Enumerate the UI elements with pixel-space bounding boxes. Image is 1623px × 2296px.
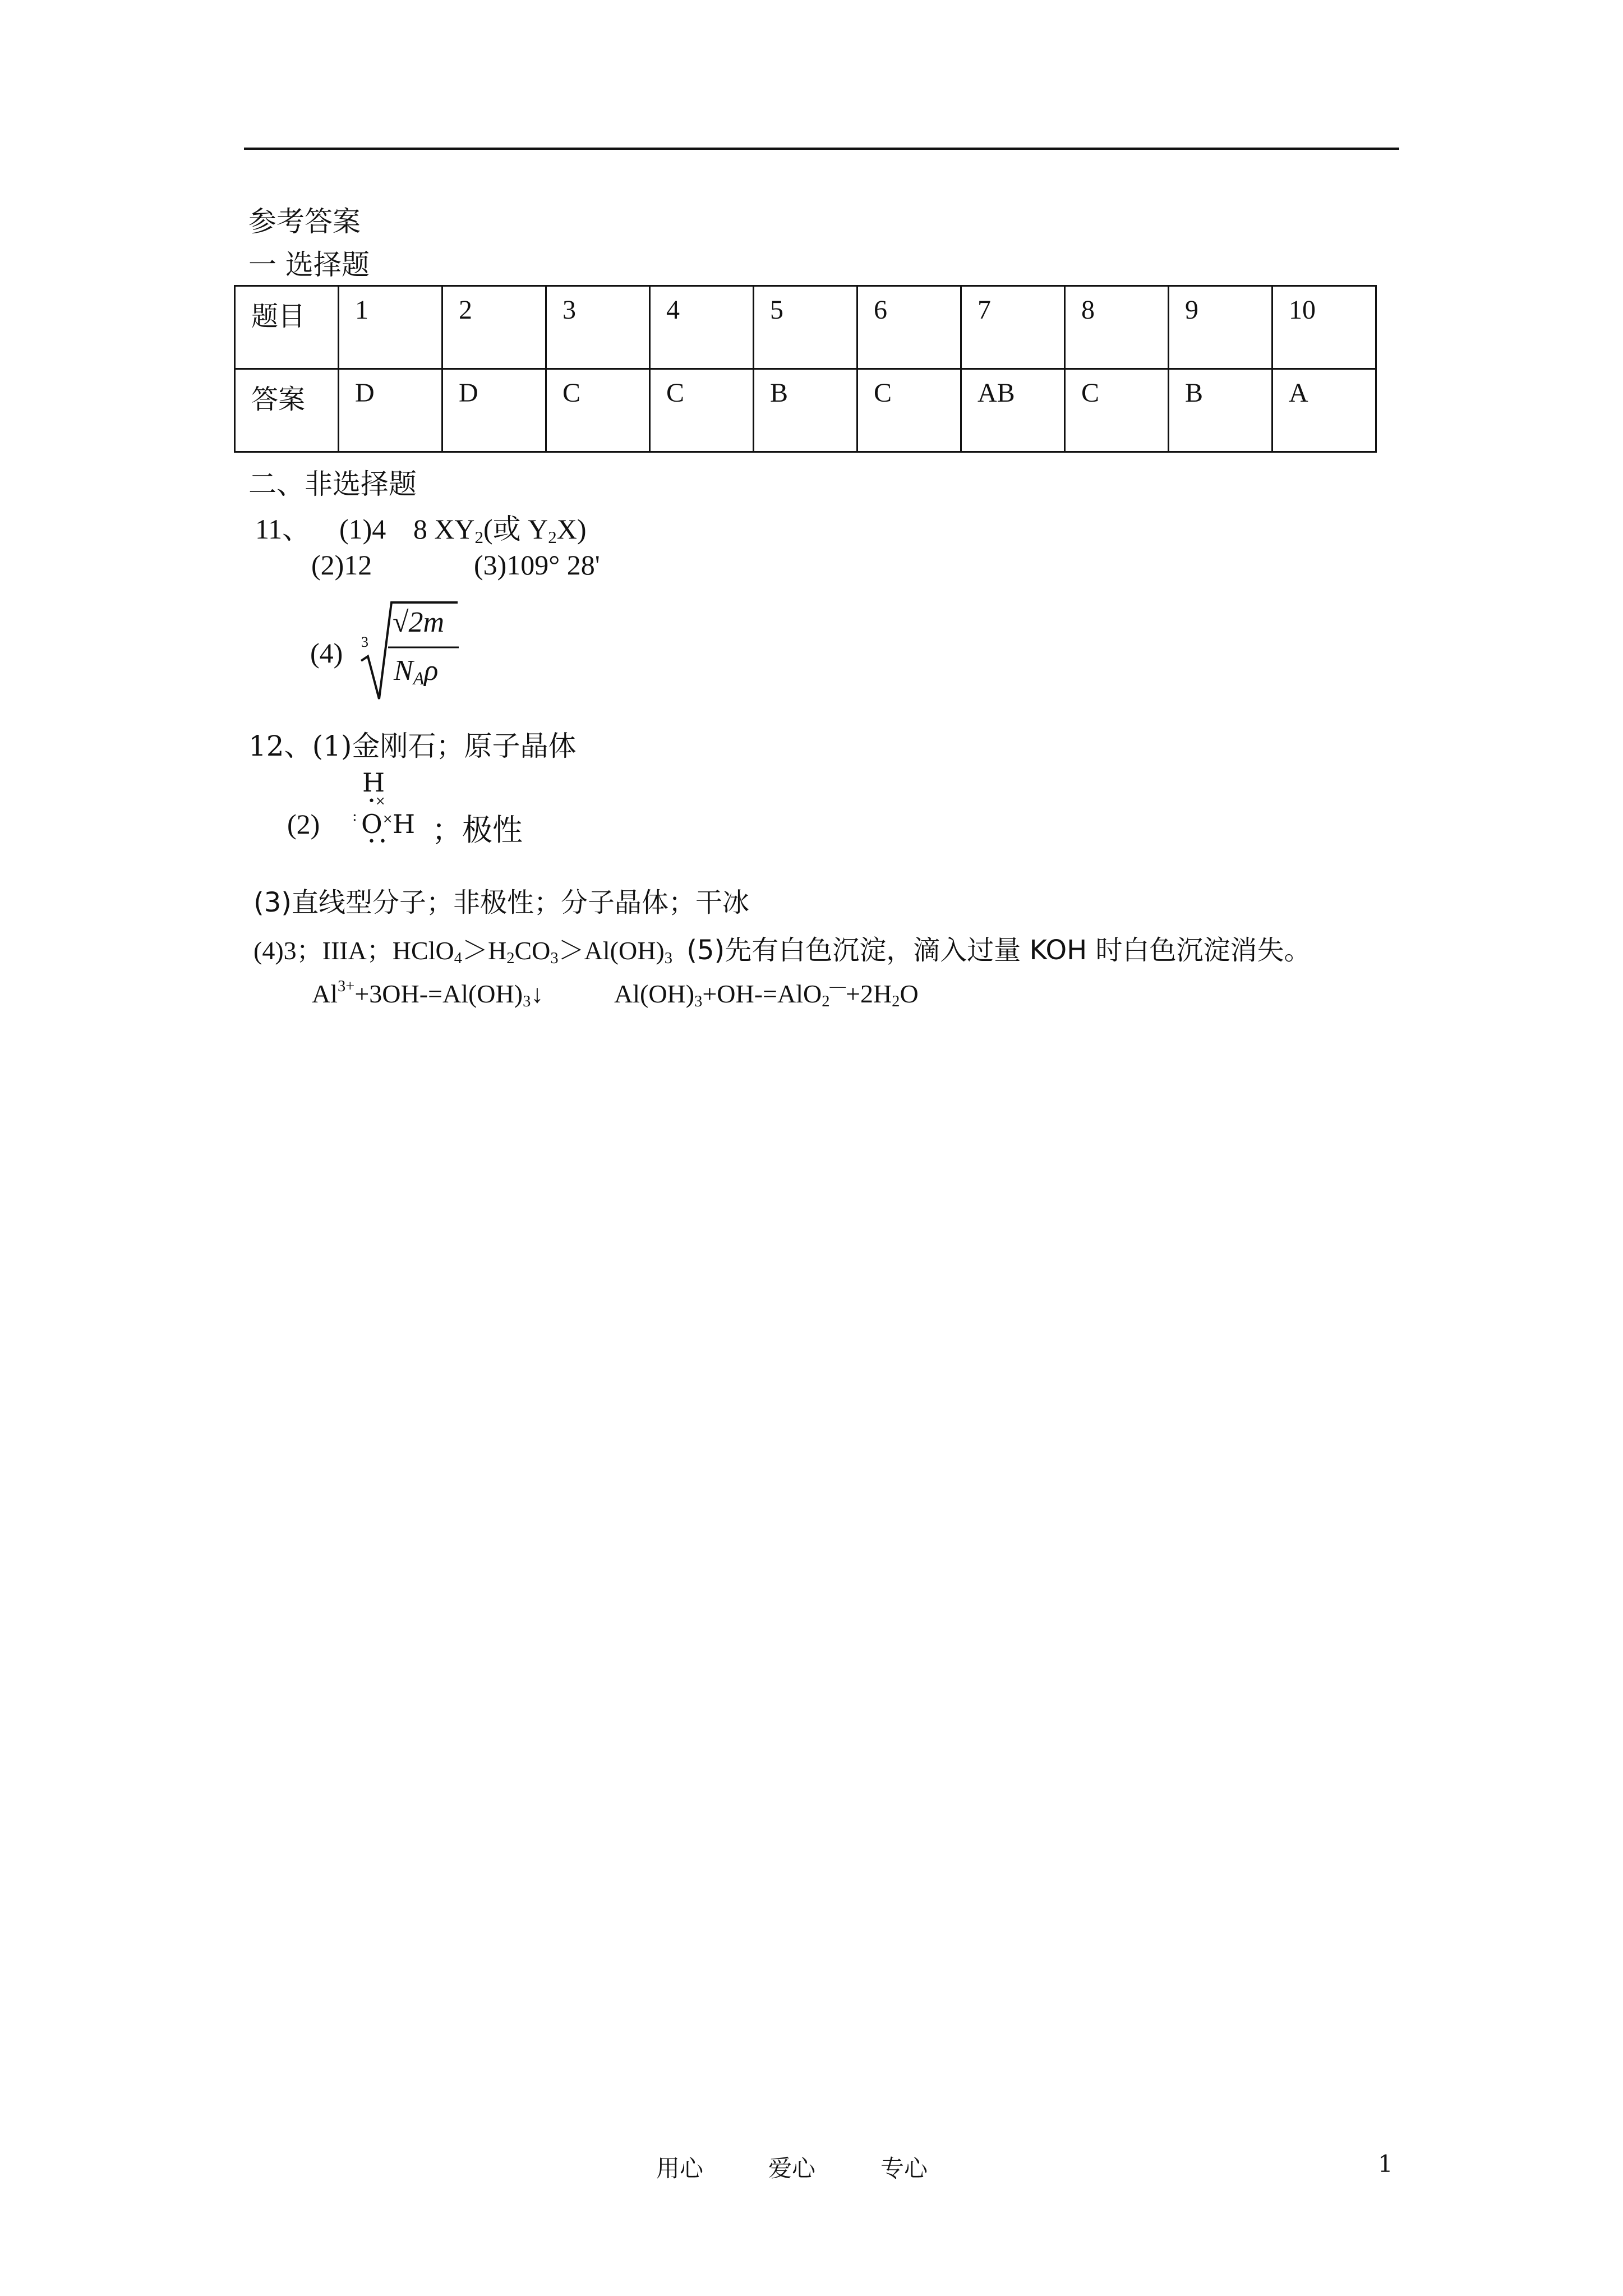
footer-motto-3: 专心 [880, 2155, 928, 2182]
water-lewis-structure [352, 767, 431, 852]
lewis-h-top: H [362, 767, 385, 798]
q12-part2-text: ；极性 [432, 812, 523, 848]
q11-part2: (2)12 [311, 549, 372, 581]
table-answer-label: 答案 [235, 369, 339, 452]
table-row-numbers [235, 286, 1376, 369]
table-cell-number: 6 [857, 286, 961, 369]
table-header-label: 题目 [235, 286, 339, 369]
section-2-title: 二、非选择题 [248, 468, 417, 500]
table-cell-number: 8 [1065, 286, 1169, 369]
root-index: 3 [361, 634, 368, 650]
q12-equation-2: $Al(OH)_3+OH-=AlO_2^—+2H_2O$ [614, 978, 919, 1011]
table-cell-number: 7 [961, 286, 1065, 369]
page-title: 参考答案 [248, 205, 361, 238]
q11-part4-label: (4) [310, 637, 343, 669]
table-cell-number: 9 [1169, 286, 1272, 369]
q11-part1-formula: 8 $XY_2$(或 $Y_2X$) [413, 513, 587, 547]
table-cell-answer: D [339, 369, 442, 452]
table-cell-answer: B [1169, 369, 1272, 452]
formula-numerator: √2m [393, 606, 445, 638]
lewis-pair-left: : [352, 808, 357, 825]
q12-part2-label: (2) [287, 808, 320, 840]
table-cell-number: 3 [546, 286, 650, 369]
q11-part3: (3)109° 28' [474, 549, 600, 581]
page-number: 1 [1378, 2150, 1393, 2178]
lewis-pair-bottom: • • [368, 835, 386, 849]
table-cell-answer: C [546, 369, 650, 452]
table-cell-answer: B [754, 369, 857, 452]
q12-equation-1: $Al^{3+}+3OH-=Al(OH)_3↓$ [312, 978, 544, 1011]
table-cell-number: 1 [339, 286, 442, 369]
table-cell-answer: C [650, 369, 754, 452]
formula-denominator: $N_A\rho$ [394, 655, 439, 689]
footer-motto-1: 用心 [656, 2155, 704, 2182]
table-cell-number: 2 [442, 286, 546, 369]
q12-part3: (3)直线型分子；非极性；分子晶体；干冰 [253, 887, 749, 918]
lewis-h-right: H [393, 809, 416, 839]
q11-cube-root-formula [359, 599, 460, 703]
table-cell-number: 4 [650, 286, 754, 369]
q12-part4: (4)3；IIIA；$HClO_4>H_2CO_3>Al(OH)_3$ [253, 936, 672, 968]
q11-part1 [339, 507, 587, 547]
table-cell-number: 10 [1272, 286, 1376, 369]
table-row-answers [235, 369, 1376, 452]
header-rule [244, 148, 1399, 150]
q12-part4-5 [253, 928, 1311, 968]
table-cell-number: 5 [754, 286, 857, 369]
q11-part1-label: (1)4 [339, 513, 386, 545]
table-cell-answer: AB [961, 369, 1065, 452]
q12-part5: (5)先有白色沉淀，滴入过量 KOH 时白色沉淀消失。 [686, 935, 1311, 966]
lewis-pair-right: × [382, 812, 393, 826]
table-cell-answer: A [1272, 369, 1376, 452]
q11-number: 11、 [255, 513, 311, 545]
footer-motto-2: 爱心 [768, 2155, 816, 2182]
table-cell-answer: D [442, 369, 546, 452]
section-1-title: 一 选择题 [248, 249, 370, 281]
answer-table [234, 285, 1377, 453]
lewis-o: O [361, 809, 382, 839]
q12-part1: 12、(1)金刚石；原子晶体 [248, 730, 577, 762]
table-cell-answer: C [857, 369, 961, 452]
lewis-pair-top: •× [368, 794, 386, 808]
table-cell-answer: C [1065, 369, 1169, 452]
